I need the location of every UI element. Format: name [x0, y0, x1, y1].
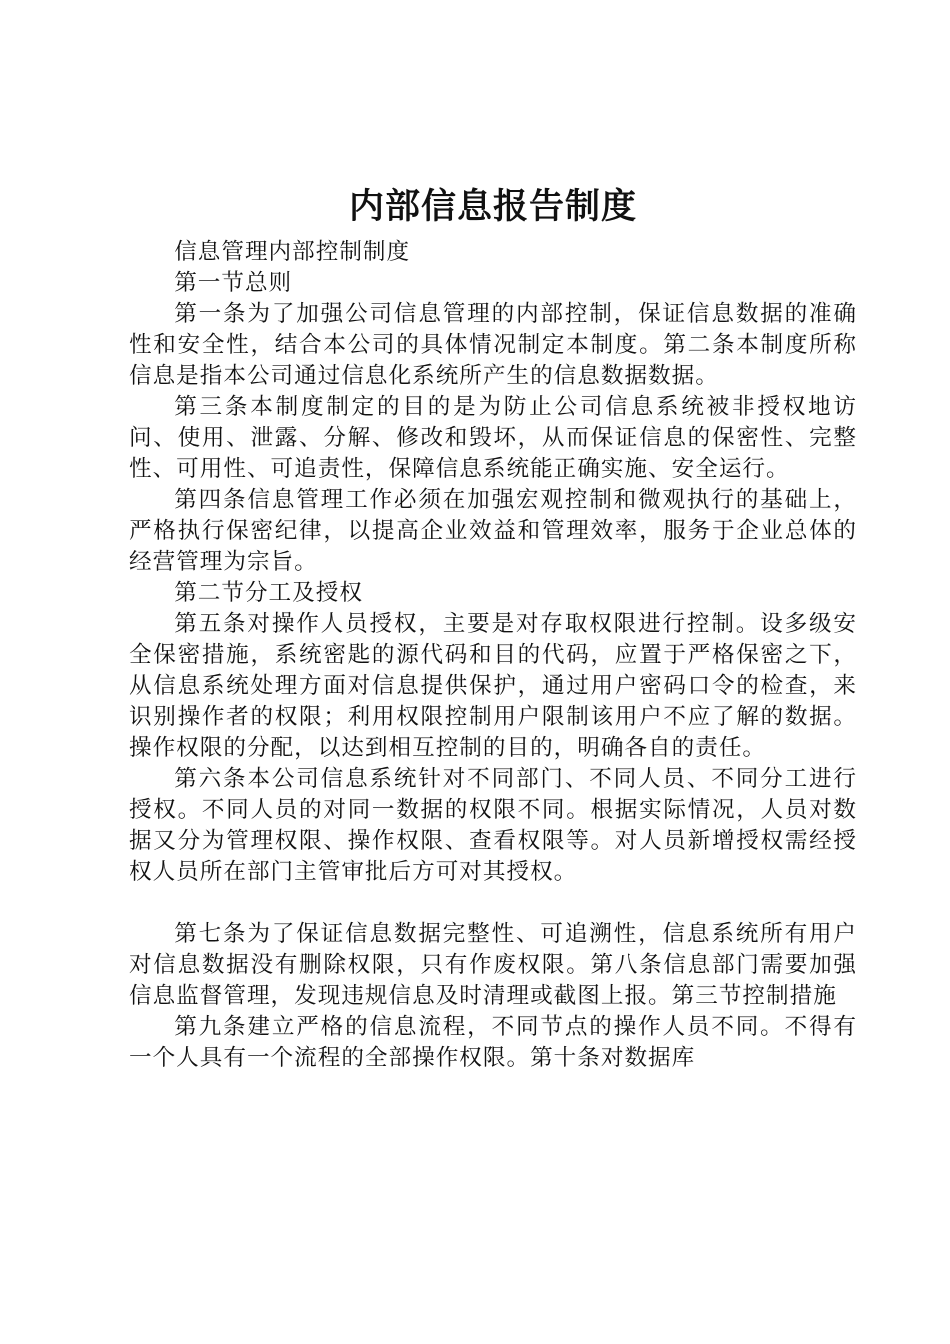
paragraph-section-1-heading: 第一节总则	[174, 270, 293, 296]
paragraph-article-3: 第三条本制度制定的目的是为防止公司信息系统被非授权地访问、使用、泄露、分解、修改和毁坏，从而保证信息的保密性、完整性、可用性、可追责性，保障信息系统能正确实施、安全运行。	[129, 394, 857, 482]
paragraph-article-7-8: 第七条为了保证信息数据完整性、可追溯性，信息系统所有用户对信息数据没有删除权限，只有作废权限。第八条信息部门需要加强信息监督管理，发现违规信息及时清理或截图上报。第三节控制措施	[129, 921, 857, 1009]
paragraph-article-6: 第六条本公司信息系统针对不同部门、不同人员、不同分工进行授权。不同人员的对同一数据的权限不同。根据实际情况，人员对数据又分为管理权限、操作权限、查看权限等。对人员新增授权需经授权人员所在部门主管审批后方可对其授权。	[129, 766, 857, 885]
paragraph-subtitle: 信息管理内部控制制度	[174, 239, 411, 265]
paragraph-section-2-heading: 第二节分工及授权	[174, 580, 363, 606]
paragraph-article-1-2: 第一条为了加强公司信息管理的内部控制，保证信息数据的准确性和安全性，结合本公司的具体情况制定本制度。第二条本制度所称信息是指本公司通过信息化系统所产生的信息数据数据。	[129, 301, 857, 389]
document-page	[129, 183, 857, 1074]
paragraph-spacer	[129, 888, 857, 919]
paragraph-article-5: 第五条对操作人员授权，主要是对存取权限进行控制。设多级安全保密措施，系统密匙的源代码和目的代码，应置于严格保密之下，从信息系统处理方面对信息提供保护，通过用户密码口令的检查，来识别操作者的权限；利用权限控制用户限制该用户不应了解的数据。操作权限的分配，以达到相互控制的目的，明确各自的责任。	[129, 611, 857, 761]
document-title: 内部信息报告制度	[348, 187, 637, 227]
paragraph-article-9-10: 第九条建立严格的信息流程，不同节点的操作人员不同。不得有一个人具有一个流程的全部操作权限。第十条对数据库	[129, 1014, 857, 1071]
paragraph-article-4: 第四条信息管理工作必须在加强宏观控制和微观执行的基础上，严格执行保密纪律，以提高企业效益和管理效率，服务于企业总体的经营管理为宗旨。	[129, 487, 857, 575]
